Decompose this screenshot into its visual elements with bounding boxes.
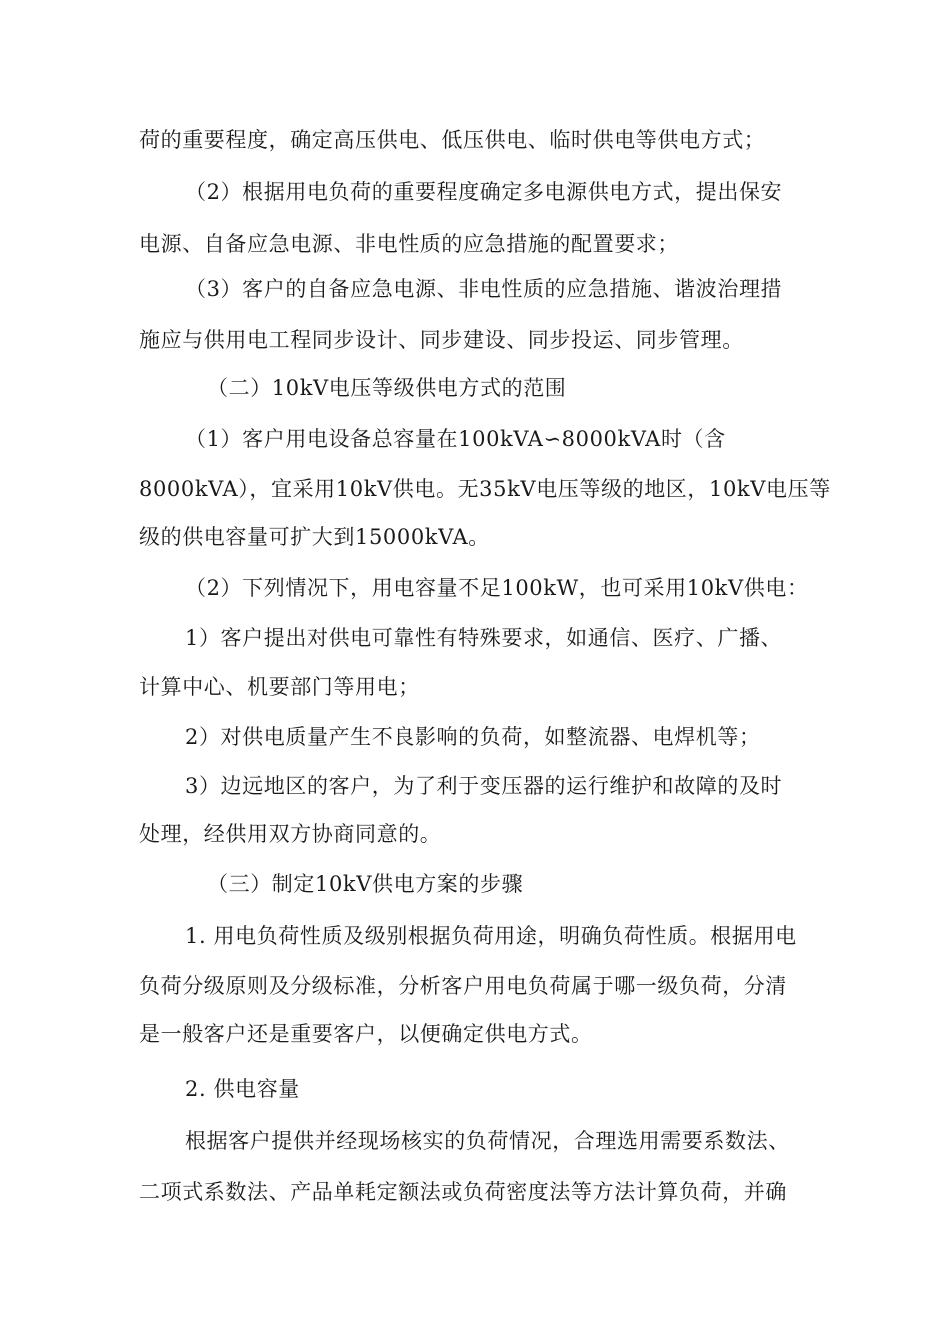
list-item-line: 2）对供电质量产生不良影响的负荷，如整流器、电焊机等； bbox=[185, 725, 761, 749]
paragraph-line: 二项式系数法、产品单耗定额法或负荷密度法等方法计算负荷，并确 bbox=[139, 1180, 787, 1204]
section-heading: （三）制定10kV供电方案的步骤 bbox=[207, 872, 524, 896]
paragraph-line: （2）根据用电负荷的重要程度确定多电源供电方式，提出保安 bbox=[185, 180, 783, 204]
list-item-line: 3）边远地区的客户，为了利于变压器的运行维护和故障的及时 bbox=[185, 774, 783, 798]
list-item-line: 处理，经供用双方协商同意的。 bbox=[139, 822, 442, 846]
paragraph-line: 根据客户提供并经现场核实的负荷情况，合理选用需要系数法、 bbox=[185, 1129, 790, 1153]
paragraph-line: 是一般客户还是重要客户，以便确定供电方式。 bbox=[139, 1022, 593, 1046]
paragraph-line: 电源、自备应急电源、非电性质的应急措施的配置要求； bbox=[139, 232, 679, 256]
list-item-line: 1）客户提出对供电可靠性有特殊要求，如通信、医疗、广播、 bbox=[185, 626, 783, 650]
paragraph-line: 1. 用电负荷性质及级别根据负荷用途，明确负荷性质。根据用电 bbox=[185, 924, 797, 948]
list-item-line: 计算中心、机要部门等用电； bbox=[139, 675, 420, 699]
paragraph-line: （3）客户的自备应急电源、非电性质的应急措施、谐波治理措 bbox=[185, 277, 783, 301]
section-heading: （二）10kV电压等级供电方式的范围 bbox=[207, 376, 567, 400]
paragraph-line: 荷的重要程度，确定高压供电、低压供电、临时供电等供电方式； bbox=[139, 128, 766, 152]
subheading-line: 2. 供电容量 bbox=[185, 1077, 300, 1101]
paragraph-line: 负荷分级原则及分级标准，分析客户用电负荷属于哪一级负荷，分清 bbox=[139, 974, 787, 998]
paragraph-line: 8000kVA），宜采用10kV供电。无35kV电压等级的地区，10kV电压等 bbox=[139, 477, 831, 501]
paragraph-line: 施应与供用电工程同步设计、同步建设、同步投运、同步管理。 bbox=[139, 328, 744, 352]
paragraph-line: （1）客户用电设备总容量在100kVA∽8000kVA时（含 bbox=[185, 427, 726, 451]
paragraph-line: 级的供电容量可扩大到15000kVA。 bbox=[139, 525, 490, 549]
paragraph-line: （2）下列情况下，用电容量不足100kW，也可采用10kV供电： bbox=[185, 576, 809, 600]
